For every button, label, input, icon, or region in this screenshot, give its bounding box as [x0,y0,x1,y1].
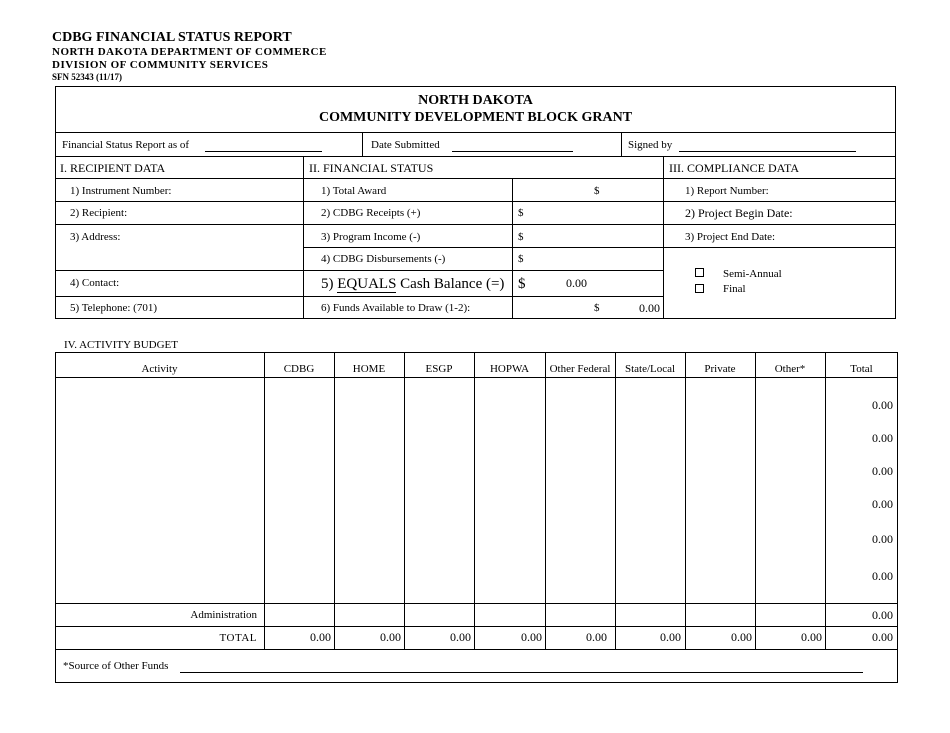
total-esgp: 0.00 [450,630,471,644]
telephone-label: 5) Telephone: (701) [70,302,158,314]
col-cdbg: CDBG [283,363,315,375]
receipts-label: 2) CDBG Receipts (+) [321,207,421,219]
semi-annual-label: Semi-Annual [723,268,782,280]
date-submitted-field[interactable] [452,151,573,152]
recipient-label: 2) Recipient: [70,207,128,219]
col-state-local: State/Local [624,363,676,375]
administration-total: 0.00 [872,608,893,622]
total-hopwa: 0.00 [521,630,542,644]
row-total-2: 0.00 [872,431,893,445]
funds-available-dollar: $ [594,302,600,314]
compliance-section-title: III. COMPLIANCE DATA [669,161,800,175]
banner-state: NORTH DAKOTA [418,93,533,108]
banner-program: COMMUNITY DEVELOPMENT BLOCK GRANT [318,110,633,125]
col-other-federal: Other Federal [549,363,611,375]
recipient-section-title: I. RECIPIENT DATA [60,161,166,175]
department-name: NORTH DAKOTA DEPARTMENT OF COMMERCE [52,46,327,58]
total-state-local: 0.00 [660,630,681,644]
row-total-1: 0.00 [872,398,893,412]
col-home: HOME [352,363,386,375]
semi-annual-checkbox[interactable] [695,268,704,277]
total-cdbg: 0.00 [310,630,331,644]
total-home: 0.00 [380,630,401,644]
total-private: 0.00 [731,630,752,644]
form-number: SFN 52343 (11/17) [52,72,123,82]
row-total-3: 0.00 [872,464,893,478]
col-esgp: ESGP [425,363,453,375]
project-begin-date-label: 2) Project Begin Date: [685,206,793,220]
total-other: 0.00 [801,630,822,644]
source-of-other-funds-field[interactable] [180,672,863,673]
activity-budget-title: IV. ACTIVITY BUDGET [64,339,178,351]
row-total-5: 0.00 [872,532,893,546]
final-checkbox[interactable] [695,284,704,293]
cash-balance-dollar: $ [518,276,526,292]
receipts-dollar: $ [518,207,524,219]
project-end-date-label: 3) Project End Date: [685,231,776,243]
source-of-other-funds-label: *Source of Other Funds [63,660,169,672]
instrument-number-label: 1) Instrument Number: [70,185,172,197]
equals-word: EQUALS [337,276,397,292]
report-number-label: 1) Report Number: [685,185,769,197]
row-total-4: 0.00 [872,497,893,511]
total-total: 0.00 [872,630,893,644]
disbursements-label: 4) CDBG Disbursements (-) [321,253,446,265]
disbursements-dollar: $ [518,253,524,265]
as-of-label: Financial Status Report as of [62,139,190,151]
col-private: Private [704,363,736,375]
col-other: Other* [774,363,806,375]
row-total-6: 0.00 [872,569,893,583]
col-hopwa: HOPWA [489,363,530,375]
col-activity: Activity [141,363,178,375]
total-label: TOTAL [219,632,257,644]
funds-available-label: 6) Funds Available to Draw (1-2): [321,302,471,314]
contact-label: 4) Contact: [70,277,120,289]
total-other-federal: 0.00 [586,630,607,644]
funds-available-value: 0.00 [639,301,660,315]
administration-label: Administration [190,609,257,621]
col-total: Total [850,363,873,375]
cash-balance-label: 5) EQUALS Cash Balance (=) [321,276,505,292]
total-award-dollar: $ [594,185,600,197]
division-name: DIVISION OF COMMUNITY SERVICES [52,59,269,71]
program-income-dollar: $ [518,231,524,243]
report-title: CDBG FINANCIAL STATUS REPORT [52,30,292,45]
total-award-label: 1) Total Award [321,185,387,197]
as-of-field[interactable] [205,151,322,152]
final-label: Final [723,283,746,295]
signed-by-field[interactable] [679,151,856,152]
program-income-label: 3) Program Income (-) [321,231,421,243]
cash-balance-value: 0.00 [566,276,587,290]
address-label: 3) Address: [70,231,121,243]
date-submitted-label: Date Submitted [371,139,440,151]
signed-by-label: Signed by [628,139,673,151]
financial-section-title: II. FINANCIAL STATUS [309,161,434,175]
